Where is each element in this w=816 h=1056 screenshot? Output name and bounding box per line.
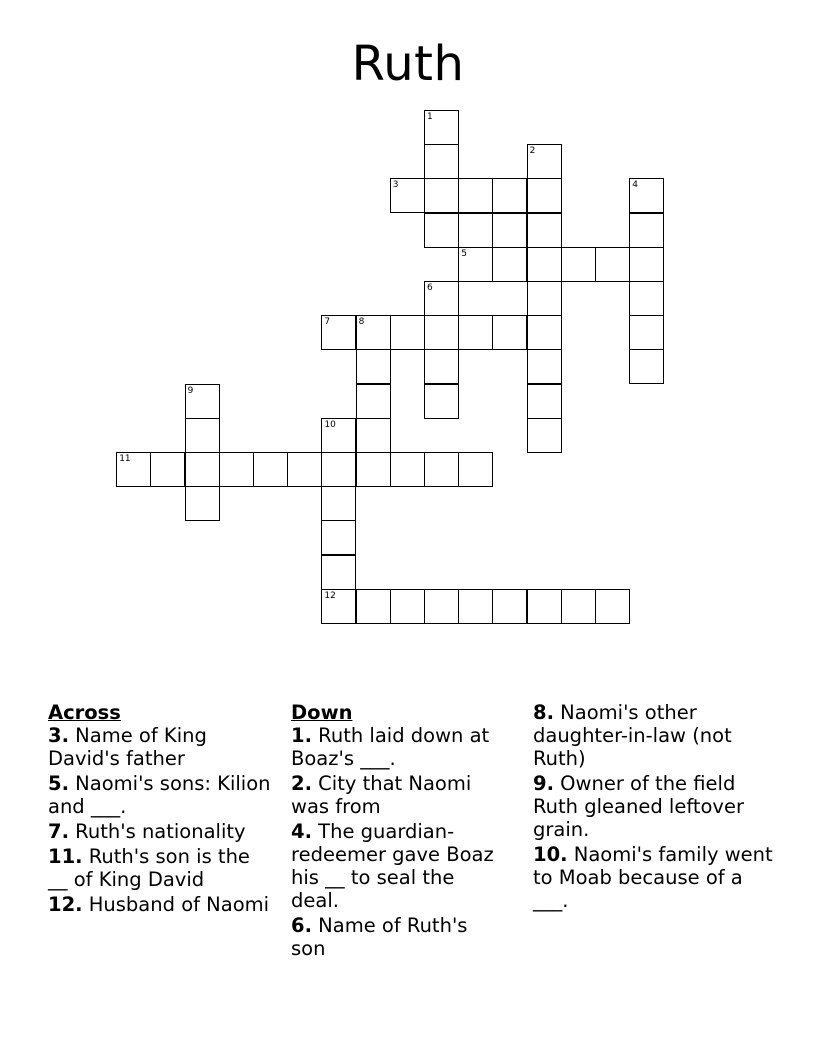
clue-item-number: 9. (533, 772, 554, 795)
crossword-cell[interactable] (424, 315, 459, 350)
crossword-cell[interactable] (424, 349, 459, 384)
crossword-cell[interactable] (458, 589, 493, 624)
crossword-cell[interactable] (527, 315, 562, 350)
clue-item (48, 772, 273, 818)
crossword-cell[interactable] (321, 555, 356, 590)
crossword-cell[interactable] (287, 452, 322, 487)
crossword-cell[interactable] (253, 452, 288, 487)
clue-item-text: Ruth laid down at Boaz's ___. (291, 724, 490, 770)
clue-number: 9 (187, 385, 194, 396)
down-clues (291, 701, 506, 962)
crossword-cell[interactable] (424, 178, 459, 213)
crossword-cell[interactable] (527, 281, 562, 316)
crossword-cell[interactable] (492, 589, 527, 624)
crossword-cell[interactable] (390, 452, 425, 487)
clue-item-text: Naomi's other daughter-in-law (not Ruth) (533, 701, 732, 770)
clue-item (533, 843, 773, 912)
clue-item (291, 820, 506, 912)
clue-item-text: Ruth's son is the __ of King David (48, 845, 250, 891)
crossword-cell[interactable] (458, 247, 493, 282)
clue-number: 7 (324, 317, 331, 328)
crossword-cell[interactable] (458, 315, 493, 350)
clue-item-number: 11. (48, 845, 83, 868)
crossword-cell[interactable] (629, 315, 664, 350)
clue-item-number: 2. (291, 772, 312, 795)
crossword-cell[interactable] (356, 418, 391, 453)
clue-item-number: 10. (533, 843, 568, 866)
clue-item-text: The guardian-redeemer gave Boaz his __ to seal the deal. (291, 820, 494, 912)
clue-number: 1 (427, 112, 433, 122)
clue-item-text: Husband of Naomi (82, 893, 270, 916)
crossword-cell[interactable] (458, 178, 493, 213)
crossword-cell[interactable] (527, 589, 562, 624)
clue-item-number: 7. (48, 820, 69, 843)
clue-number: 2 (529, 146, 536, 157)
puzzle-title: Ruth (351, 36, 465, 92)
crossword-cell[interactable] (527, 144, 562, 179)
clue-number: 6 (427, 283, 433, 293)
crossword-cell[interactable] (492, 315, 527, 350)
crossword-cell[interactable] (561, 589, 596, 624)
clue-item-text: Name of Ruth's son (291, 914, 468, 960)
clue-item-number: 8. (533, 701, 554, 724)
crossword-cell[interactable] (527, 349, 562, 384)
crossword-cell[interactable] (458, 213, 493, 248)
crossword-cell[interactable] (185, 486, 220, 521)
crossword-cell[interactable] (356, 452, 391, 487)
crossword-cell[interactable] (527, 384, 562, 419)
clue-item-number: 4. (291, 820, 312, 843)
clue-item-number: 6. (291, 914, 312, 937)
crossword-cell[interactable] (561, 247, 596, 282)
crossword-cell[interactable] (116, 452, 151, 487)
crossword-cell[interactable] (629, 178, 664, 213)
clue-number: 12 (324, 590, 336, 601)
across-clues (48, 701, 273, 918)
crossword-cell[interactable] (390, 589, 425, 624)
crossword-cell[interactable] (356, 349, 391, 384)
clue-number: 3 (392, 180, 399, 191)
crossword-cell[interactable] (424, 213, 459, 248)
crossword-cell[interactable] (321, 486, 356, 521)
crossword-cell[interactable] (185, 384, 220, 419)
clue-number: 4 (632, 180, 638, 191)
crossword-cell[interactable] (629, 213, 664, 248)
crossword-cell[interactable] (150, 452, 185, 487)
across-heading: Across (48, 701, 121, 724)
crossword-cell[interactable] (424, 384, 459, 419)
crossword-cell[interactable] (424, 144, 459, 179)
clue-item-text: Naomi's family went to Moab because of a ___. (533, 843, 773, 912)
clue-item-number: 1. (291, 724, 312, 747)
crossword-cell[interactable] (629, 281, 664, 316)
clue-number: 10 (324, 419, 336, 430)
clue-item-text: Naomi's sons: Kilion and ___. (48, 772, 271, 818)
clue-item (533, 701, 773, 770)
crossword-cell[interactable] (424, 281, 459, 316)
crossword-cell[interactable] (424, 589, 459, 624)
crossword-cell[interactable] (527, 418, 562, 453)
clue-item-number: 12. (48, 893, 83, 916)
clue-number: 11 (119, 454, 131, 464)
down-clues-continued (533, 701, 773, 914)
clue-item (48, 845, 273, 891)
crossword-cell[interactable] (595, 589, 630, 624)
crossword-cell[interactable] (219, 452, 254, 487)
clue-number: 5 (461, 248, 467, 259)
crossword-cell[interactable] (424, 452, 459, 487)
down-heading: Down (291, 701, 353, 724)
crossword-cell[interactable] (321, 589, 356, 624)
crossword-cell[interactable] (629, 247, 664, 282)
clue-item-number: 5. (48, 772, 69, 795)
clue-item-text: Ruth's nationality (68, 820, 246, 843)
crossword-cell[interactable] (390, 178, 425, 213)
crossword-cell[interactable] (321, 315, 356, 350)
clue-item (48, 893, 273, 916)
crossword-cell[interactable] (527, 178, 562, 213)
crossword-cell[interactable] (390, 315, 425, 350)
clue-item (48, 724, 273, 770)
clue-item-text: Name of King David's father (48, 724, 207, 770)
crossword-cell[interactable] (629, 349, 664, 384)
clue-item (48, 820, 273, 843)
crossword-cell[interactable] (356, 589, 391, 624)
crossword-cell[interactable] (492, 213, 527, 248)
crossword-cell[interactable] (527, 213, 562, 248)
crossword-cell[interactable] (356, 315, 391, 350)
clue-item-text: City that Naomi was from (291, 772, 472, 818)
crossword-cell[interactable] (595, 247, 630, 282)
clue-item (291, 772, 506, 818)
clue-item (291, 914, 506, 960)
crossword-cell[interactable] (492, 247, 527, 282)
clue-item (291, 724, 506, 770)
crossword-cell[interactable] (492, 178, 527, 213)
crossword-cell[interactable] (321, 520, 356, 555)
crossword-cell[interactable] (321, 418, 356, 453)
crossword-cell[interactable] (527, 247, 562, 282)
crossword-cell[interactable] (458, 452, 493, 487)
clue-item (533, 772, 773, 841)
clue-item-number: 3. (48, 724, 69, 747)
crossword-cell[interactable] (185, 452, 220, 487)
crossword-cell[interactable] (356, 384, 391, 419)
crossword-cell[interactable] (185, 418, 220, 453)
crossword-cell[interactable] (424, 110, 459, 145)
clue-item-text: Owner of the field Ruth gleaned leftover grain. (533, 772, 744, 841)
crossword-cell[interactable] (321, 452, 356, 487)
clue-number: 8 (358, 317, 365, 328)
